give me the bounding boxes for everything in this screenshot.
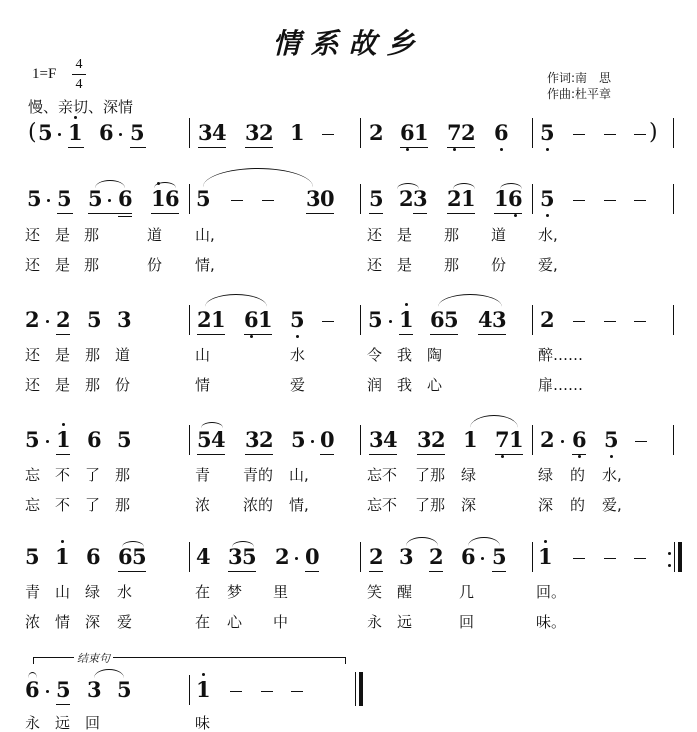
note: 0 — [320, 186, 335, 211]
song-title: 情系故乡 — [272, 27, 425, 60]
close-paren: ) — [649, 120, 658, 145]
note: 6 — [86, 544, 101, 569]
lyric: 份 — [115, 376, 131, 394]
barline — [189, 675, 190, 705]
note: 4 — [196, 544, 211, 569]
note: 7 — [495, 428, 509, 452]
note: 0 — [305, 544, 320, 569]
lyric: 情, — [289, 496, 309, 514]
note: 4 — [383, 427, 398, 452]
barline — [532, 425, 533, 455]
note: 2 — [447, 186, 462, 211]
augmentation-dot — [119, 133, 122, 136]
barline — [189, 425, 190, 455]
augmentation-dot — [561, 440, 564, 443]
lyric: 永 — [25, 714, 41, 732]
note: 3 — [413, 186, 428, 211]
underline — [478, 334, 506, 335]
lyric: 了 — [85, 496, 101, 514]
note: 5 — [117, 677, 132, 702]
note: 6 — [87, 427, 102, 452]
lyric: 了那 — [415, 466, 446, 484]
note: 3 — [369, 427, 384, 452]
credits — [547, 70, 611, 102]
lyric: 份 — [491, 256, 507, 274]
underline — [413, 213, 427, 214]
key-signature: 1=F — [32, 66, 57, 82]
note: 0 — [320, 427, 335, 452]
underline — [305, 571, 319, 572]
dash — [634, 321, 646, 322]
note: 5 — [492, 544, 507, 569]
note: 2 — [259, 427, 274, 452]
note: 5 — [540, 187, 554, 211]
barline — [532, 542, 533, 572]
lyric: 味。 — [536, 613, 567, 631]
note: 1 — [414, 120, 429, 145]
note: 5 — [25, 544, 40, 569]
lyric: 爱, — [538, 256, 558, 274]
note: 5 — [25, 427, 40, 452]
lyric: 深 — [85, 613, 101, 631]
lyric: 是 — [397, 256, 413, 274]
note: 3 — [245, 427, 260, 452]
lyric: 绿 — [538, 466, 554, 484]
augmentation-dot — [311, 440, 314, 443]
note: 1 — [399, 308, 413, 332]
lyric: 深 — [538, 496, 554, 514]
lyric: 爱 — [117, 613, 133, 631]
augmentation-dot — [108, 199, 111, 202]
ending-label: 结束句 — [74, 650, 113, 666]
underline — [197, 454, 225, 455]
lyric: 梦 — [227, 583, 243, 601]
barline — [360, 542, 361, 572]
lyric: 浓 — [25, 613, 41, 631]
dash — [573, 558, 585, 559]
double-underline — [118, 216, 132, 217]
note: 6 — [508, 187, 522, 211]
underline — [245, 147, 273, 148]
lyric: 醉…… — [538, 346, 584, 364]
repeat-barline-thin — [674, 542, 675, 572]
note: 1 — [494, 186, 509, 211]
tempo-marking: 慢、亲切、深情 — [28, 98, 134, 116]
underline — [495, 454, 523, 455]
lyric: 还 — [25, 226, 41, 244]
underline — [447, 213, 475, 214]
note: 7 — [447, 121, 461, 145]
dash — [231, 200, 243, 201]
lyric: 醒 — [397, 583, 413, 601]
slur — [203, 168, 313, 187]
lyric: 那 — [444, 226, 460, 244]
note: 2 — [369, 120, 384, 145]
note: 2 — [540, 427, 555, 452]
lyric: 山 — [195, 346, 211, 364]
note: 2 — [399, 186, 414, 211]
dash — [230, 691, 242, 692]
dash — [573, 200, 585, 201]
note: 6 — [461, 544, 476, 569]
note: 1 — [290, 120, 305, 145]
note: 4 — [211, 427, 226, 452]
barline — [360, 118, 361, 148]
note: 6 — [400, 121, 414, 145]
repeat-dot — [668, 552, 671, 555]
lyric: 还 — [367, 226, 383, 244]
lyric: 里 — [273, 583, 289, 601]
underline — [494, 213, 522, 214]
underline — [244, 334, 272, 335]
dash — [634, 200, 646, 201]
note: 1 — [509, 427, 524, 452]
underline — [130, 147, 146, 148]
note: 5 — [242, 544, 257, 569]
barline — [532, 118, 533, 148]
augmentation-dot — [46, 440, 49, 443]
lyric: 了 — [85, 466, 101, 484]
barline — [360, 425, 361, 455]
lyric: 浓的 — [243, 496, 274, 514]
lyric: 水, — [538, 226, 558, 244]
underline — [399, 334, 413, 335]
lyric: 扉…… — [538, 376, 584, 394]
note: 6 — [99, 120, 114, 145]
lyric: 心 — [427, 376, 443, 394]
lyric: 浓 — [195, 496, 211, 514]
dash — [573, 134, 585, 135]
note: 2 — [275, 544, 290, 569]
final-barline-thin — [355, 672, 356, 706]
lyric: 绿 — [85, 583, 101, 601]
lyric: 水 — [290, 346, 306, 364]
lyric: 还 — [25, 346, 41, 364]
lyric: 忘不 — [367, 496, 398, 514]
lyric: 是 — [55, 346, 71, 364]
note: 3 — [87, 677, 102, 702]
lyric: 爱 — [290, 376, 306, 394]
open-paren: ( — [28, 120, 37, 145]
lyric: 了那 — [415, 496, 446, 514]
lyric: 还 — [367, 256, 383, 274]
lyric: 情 — [55, 613, 71, 631]
note: 5 — [56, 677, 71, 702]
note: 1 — [68, 121, 82, 145]
underline — [429, 571, 443, 572]
lyric: 道 — [491, 226, 507, 244]
lyric: 不 — [55, 496, 71, 514]
note: 2 — [197, 307, 212, 332]
lyric: 是 — [55, 226, 71, 244]
lyricist: 作词:南 思 — [547, 71, 612, 85]
note: 5 — [290, 308, 304, 332]
underline — [306, 213, 334, 214]
lyric: 回 — [459, 613, 475, 631]
lyric: 绿 — [461, 466, 477, 484]
lyric: 回 — [85, 714, 101, 732]
underline — [197, 334, 225, 335]
underline — [447, 147, 475, 148]
underline — [88, 213, 132, 214]
dash — [261, 691, 273, 692]
note: 6 — [165, 186, 180, 211]
note: 5 — [369, 186, 384, 211]
note: 3 — [245, 120, 260, 145]
lyric: 那 — [444, 256, 460, 274]
note: 5 — [132, 544, 147, 569]
lyric: 永 — [367, 613, 383, 631]
barline — [360, 305, 361, 335]
underline — [430, 334, 458, 335]
augmentation-dot — [481, 557, 484, 560]
underline — [492, 571, 506, 572]
note: 2 — [429, 544, 444, 569]
lyric: 是 — [397, 226, 413, 244]
note: 4 — [478, 307, 493, 332]
repeat-dot — [668, 564, 671, 567]
underline — [118, 571, 146, 572]
lyric: 山 — [55, 583, 71, 601]
lyric: 那 — [84, 256, 100, 274]
note: 1 — [196, 678, 210, 702]
lyric: 是 — [55, 376, 71, 394]
barline — [532, 305, 533, 335]
note: 2 — [259, 120, 274, 145]
note: 5 — [444, 307, 459, 332]
dash — [604, 558, 616, 559]
final-barline-thick — [359, 672, 363, 706]
barline — [673, 425, 674, 455]
dash — [573, 321, 585, 322]
underline — [417, 454, 445, 455]
note: 3 — [417, 427, 432, 452]
note: 5 — [197, 427, 212, 452]
time-signature-bottom: 4 — [75, 77, 83, 92]
lyric: 情, — [195, 256, 215, 274]
underline — [56, 454, 70, 455]
lyric: 几 — [459, 583, 475, 601]
note: 2 — [56, 307, 71, 332]
lyric: 远 — [397, 613, 413, 631]
lyric: 份 — [147, 256, 163, 274]
lyric: 青的 — [243, 466, 274, 484]
note: 3 — [306, 186, 321, 211]
underline — [369, 213, 383, 214]
lyric: 水 — [117, 583, 133, 601]
lyric: 还 — [25, 376, 41, 394]
note: 2 — [369, 544, 384, 569]
lyric: 笑 — [367, 583, 383, 601]
note: 6 — [494, 121, 508, 145]
repeat-barline-thick — [678, 542, 682, 572]
lyric: 忘 — [25, 496, 41, 514]
note: 5 — [130, 120, 145, 145]
note: 3 — [399, 544, 414, 569]
note: 3 — [198, 120, 213, 145]
note: 3 — [117, 307, 132, 332]
note: 5 — [87, 307, 102, 332]
slur — [205, 294, 267, 307]
underline — [369, 571, 383, 572]
lyric: 心 — [227, 613, 243, 631]
lyric: 青 — [25, 583, 41, 601]
barline — [360, 184, 361, 214]
augmentation-dot — [295, 557, 298, 560]
barline — [673, 184, 674, 214]
barline — [189, 118, 190, 148]
lyric: 还 — [25, 256, 41, 274]
note: 1 — [211, 307, 226, 332]
note: 6 — [244, 308, 258, 332]
barline — [189, 305, 190, 335]
lyric: 的 — [570, 466, 586, 484]
lyric: 陶 — [427, 346, 443, 364]
lyric: 的 — [570, 496, 586, 514]
underline — [68, 147, 84, 148]
note: 6 — [118, 544, 133, 569]
note: 2 — [25, 307, 40, 332]
dash — [262, 200, 274, 201]
note: 5 — [27, 186, 42, 211]
dash — [634, 558, 646, 559]
lyric: 我 — [397, 346, 413, 364]
slur — [438, 294, 502, 307]
note: 6 — [572, 428, 586, 452]
augmentation-dot — [46, 690, 49, 693]
underline — [198, 147, 226, 148]
lyric: 那 — [85, 346, 101, 364]
note: 5 — [38, 120, 53, 145]
note: 1 — [151, 187, 165, 211]
note: 5 — [540, 121, 554, 145]
dash — [635, 441, 647, 442]
dash — [604, 321, 616, 322]
underline — [572, 454, 586, 455]
lyric: 爱, — [602, 496, 622, 514]
dash — [634, 134, 646, 135]
lyric: 在 — [195, 583, 211, 601]
time-signature-divider — [72, 74, 86, 75]
note: 5 — [291, 427, 306, 452]
lyric: 道 — [147, 226, 163, 244]
underline — [56, 334, 70, 335]
barline — [673, 305, 674, 335]
lyric: 水, — [602, 466, 622, 484]
dash — [322, 321, 334, 322]
underline — [56, 704, 70, 705]
underline — [320, 454, 334, 455]
underline — [369, 454, 397, 455]
note: 5 — [604, 428, 618, 452]
underline — [151, 213, 179, 214]
note: 4 — [212, 120, 227, 145]
note: 5 — [196, 186, 211, 211]
underline — [228, 571, 256, 572]
dash — [604, 134, 616, 135]
lyric: 那 — [84, 226, 100, 244]
time-signature — [72, 56, 86, 93]
lyric: 深 — [461, 496, 477, 514]
augmentation-dot — [58, 133, 61, 136]
lyric: 山, — [289, 466, 309, 484]
note: 1 — [55, 545, 69, 569]
lyric: 在 — [195, 613, 211, 631]
note: 1 — [56, 428, 70, 452]
lyric: 远 — [55, 714, 71, 732]
lyric: 情 — [195, 376, 211, 394]
lyric: 令 — [367, 346, 383, 364]
augmentation-dot — [389, 320, 392, 323]
lyric: 回。 — [536, 583, 567, 601]
augmentation-dot — [47, 199, 50, 202]
note: 5 — [88, 186, 103, 211]
barline — [189, 542, 190, 572]
lyric: 润 — [367, 376, 383, 394]
barline — [189, 184, 190, 214]
note: 3 — [228, 544, 243, 569]
lyric: 那 — [115, 466, 131, 484]
lyric: 是 — [55, 256, 71, 274]
barline — [673, 118, 674, 148]
barline — [532, 184, 533, 214]
note: 5 — [57, 186, 72, 211]
dash — [322, 134, 334, 135]
underline — [245, 454, 273, 455]
note: 6 — [118, 186, 133, 211]
lyric: 忘不 — [367, 466, 398, 484]
lyric: 那 — [85, 376, 101, 394]
lyric: 道 — [115, 346, 131, 364]
lyric: 忘 — [25, 466, 41, 484]
note: 6 — [25, 677, 40, 702]
note: 2 — [431, 427, 446, 452]
dash — [291, 691, 303, 692]
underline — [400, 147, 428, 148]
note: 1 — [538, 545, 552, 569]
underline — [57, 213, 73, 214]
lyric: 青 — [195, 466, 211, 484]
lyric: 味 — [195, 714, 211, 732]
note: 1 — [258, 307, 273, 332]
note: 5 — [368, 307, 383, 332]
note: 1 — [463, 427, 478, 452]
dash — [604, 200, 616, 201]
composer: 作曲:杜平章 — [547, 87, 612, 101]
note: 2 — [461, 120, 476, 145]
note: 6 — [430, 307, 445, 332]
note: 1 — [461, 186, 476, 211]
augmentation-dot — [46, 320, 49, 323]
note: 2 — [540, 307, 555, 332]
lyric: 我 — [397, 376, 413, 394]
lyric: 中 — [273, 613, 289, 631]
note: 5 — [117, 427, 132, 452]
lyric: 那 — [115, 496, 131, 514]
note: 3 — [492, 307, 507, 332]
lyric: 不 — [55, 466, 71, 484]
time-signature-top: 4 — [75, 57, 83, 72]
lyric: 山, — [195, 226, 215, 244]
